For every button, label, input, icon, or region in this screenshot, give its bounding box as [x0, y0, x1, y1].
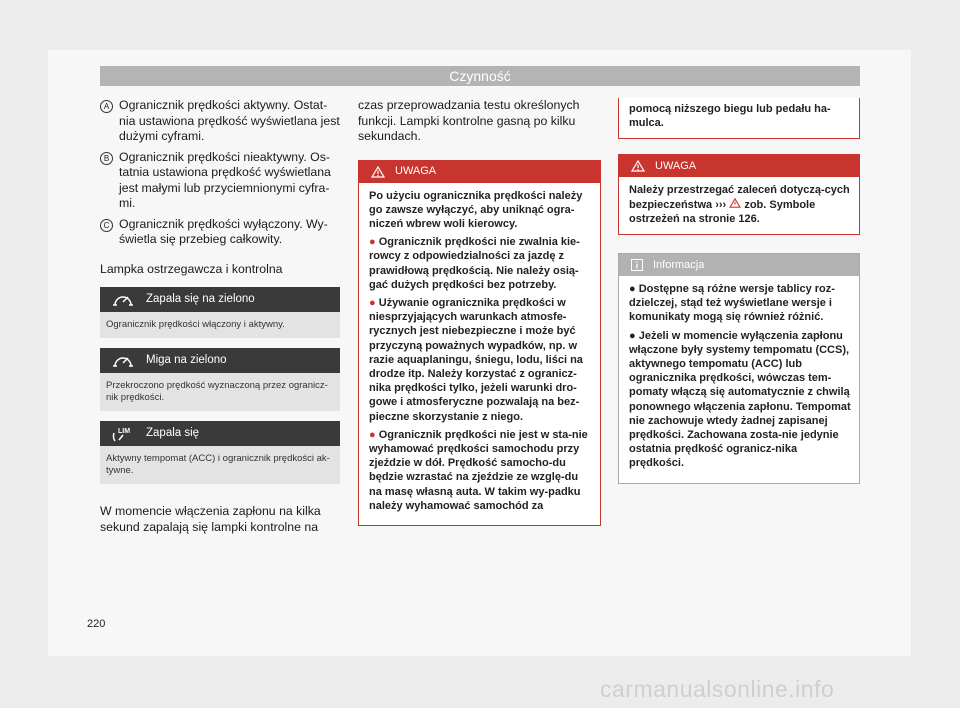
legend-letter-a: A	[100, 100, 113, 113]
page-header: Czynność	[100, 66, 860, 86]
legend-text-b: Ogranicznik prędkości nieaktywny. Os-tatnia ustawiona prędkość wyświetlana jest małymi lub przyciemnionymi cyfra-mi.	[119, 149, 331, 210]
speed-limiter-icon	[100, 291, 146, 309]
page-number: 220	[87, 618, 106, 630]
watermark: carmanualsonline.info	[600, 676, 835, 702]
warning-continuation: pomocą niższego biegu lub pedału ha-mulca.	[629, 103, 831, 130]
warning-bullet: ● Ogranicznik prędkości nie jest w sta-nie wyhamować prędkości samochodu przy zjeździe w dół. Prędkość samocho-du będzie wzrastać na zjeździe ze wzglę-du na masę własną auta. W takim wy-padku należy wyhamować samochód za	[369, 428, 588, 512]
lamp-label: Miga na zielono	[146, 353, 227, 366]
warning-ref-icon	[729, 199, 741, 211]
lamp-description: Ogranicznik prędkości włączony i aktywny.	[100, 312, 340, 338]
lim-speedometer-icon	[100, 424, 146, 444]
cross-ref-arrows: ›››	[715, 198, 727, 211]
info-icon	[631, 259, 643, 271]
lamp-entry-1	[100, 287, 340, 338]
cross-ref-link[interactable]: zob. Symbole ostrzeżeń na stronie 126.	[629, 198, 816, 225]
lamp-label: Zapala się	[146, 426, 200, 439]
warning-box-continued	[618, 98, 860, 139]
speed-limiter-icon	[100, 352, 146, 370]
ignition-paragraph: W momencie włączenia zapłonu na kilka sekund zapalają się lampki kontrolne na	[100, 504, 321, 534]
legend-item-c	[100, 217, 340, 248]
warning-title: UWAGA	[395, 164, 437, 177]
warning-bullet: ● Ogranicznik prędkości nie zwalnia kie-rowcy z odpowiedzialności za jazdę z prawidłową prędkością. Nie należy osią-gać dużych prędkości bez potrzeby.	[369, 236, 580, 291]
info-bullet: ● Dostępne są różne wersje tablicy roz-dzielczej, stąd też wyświetlane wersje i komunikaty mogą się również różnić.	[629, 283, 835, 324]
legend-item-b	[100, 150, 340, 212]
warning-box-2	[618, 154, 860, 235]
intro-paragraph: czas przeprowadzania testu określonych funkcji. Lampki kontrolne gasną po kilku sekundach.	[358, 98, 580, 143]
info-box	[618, 253, 860, 484]
legend-text-a: Ogranicznik prędkości aktywny. Ostat-nia ustawiona prędkość wyświetlana jest dużymi cyframi.	[119, 98, 340, 143]
lamp-description: Aktywny tempomat (ACC) i ogranicznik prędkości ak-tywne.	[100, 446, 340, 484]
svg-text:LIM: LIM	[118, 427, 131, 435]
warning-bullet: ● Używanie ogranicznika prędkości w niesprzyjających warunkach atmosfe-rycznych jest niebezpieczne i może być przyczyną poważnych wypadków, np. w razie aquaplaningu, śniegu, lodu, liści na drodze itp. Należy korzystać z ogranicz-nika prędkości tylko, jeżeli warunki dro-gowe i atmosferyczne pozwalają na bez-pieczne skorzystanie z niego.	[369, 296, 583, 423]
column-1	[100, 98, 340, 535]
lamp-description: Przekroczono prędkość wyznaczoną przez ogranicz-nik prędkości.	[100, 373, 340, 411]
warning-text: Należy przestrzegać zaleceń dotyczą-cych bezpieczeństwa	[629, 184, 850, 211]
warning-triangle-icon	[631, 160, 645, 172]
lamp-label: Zapala się na zielono	[146, 292, 255, 305]
warning-box	[358, 160, 601, 526]
warning-title: UWAGA	[655, 160, 697, 173]
column-3	[618, 98, 860, 484]
legend-item-a	[100, 98, 340, 145]
legend-letter-b: B	[100, 152, 113, 165]
section-title: Lampka ostrzegawcza i kontrolna	[100, 261, 283, 276]
warning-lead: Po użyciu ogranicznika prędkości należy go zawsze wyłączyć, aby uniknąć ogra-niczeń wbrew woli kierowcy.	[369, 189, 583, 230]
column-2	[358, 98, 601, 526]
lamp-entry-3	[100, 421, 340, 484]
lamp-entry-2	[100, 348, 340, 411]
info-title: Informacja	[653, 259, 705, 272]
info-bullet: ● Jeżeli w momencie wyłączenia zapłonu włączone były systemy tempomatu (CCS), aktywnego tempomatu (ACC) lub ogranicznika prędkości, wówczas tem-pomaty włączą się automatycznie z chwilą ponownego włączenia zapłonu. Tempomat nie zachowuje wtedy żadnej zapisanej prędkości. Zachowana zosta-nie jedynie ostatnia prędkość ogranicz-nika prędkości.	[629, 329, 851, 470]
legend-letter-c: C	[100, 219, 113, 232]
warning-triangle-icon	[371, 166, 385, 178]
legend-text-c: Ogranicznik prędkości wyłączony. Wy-świetla się przebieg całkowity.	[119, 216, 328, 246]
